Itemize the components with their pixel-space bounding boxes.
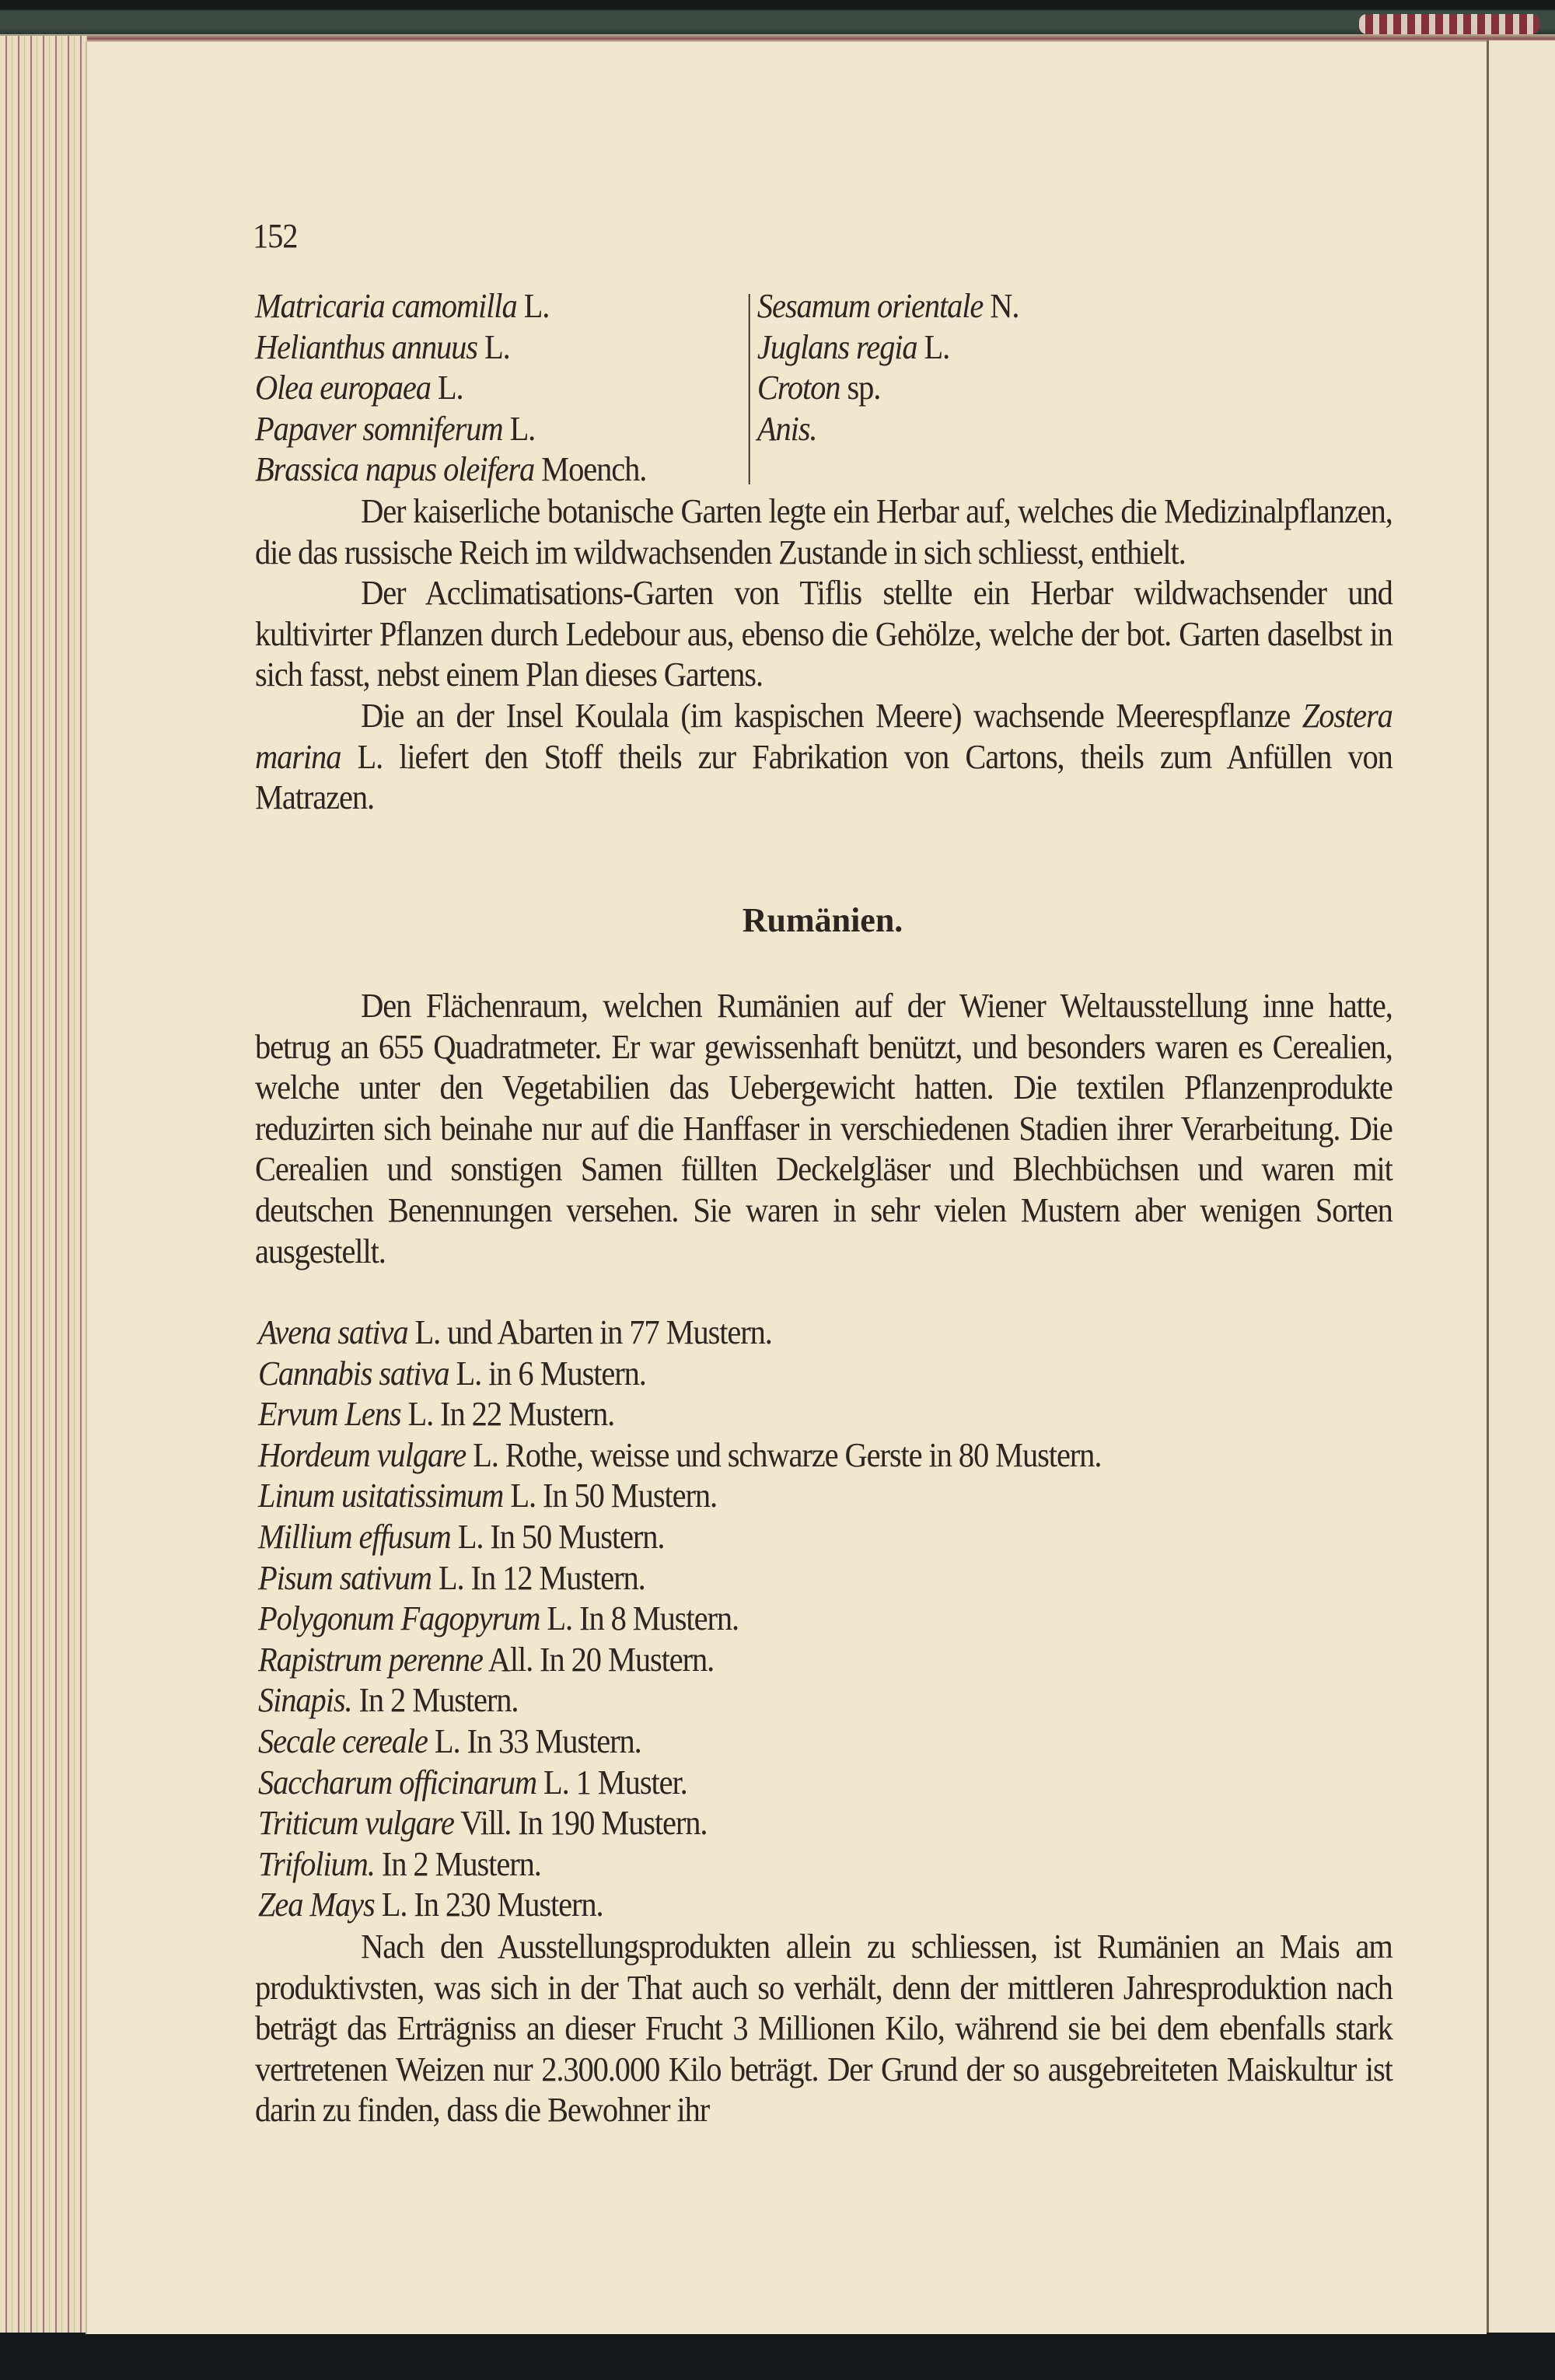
plant-entry	[757, 368, 1258, 409]
top-paragraphs	[255, 491, 1393, 819]
plant-authority: L.	[523, 287, 550, 325]
sample-entry	[258, 1476, 1101, 1517]
species-name: Avena sativa	[258, 1313, 408, 1351]
sample-count: L. In 33 Mustern.	[427, 1721, 641, 1760]
species-name: Polygonum Fagopyrum	[258, 1599, 540, 1638]
plant-name: Olea europaea	[255, 369, 431, 407]
sample-count: Vill. In 190 Mustern.	[453, 1804, 708, 1843]
species-name: Ervum Lens	[258, 1395, 401, 1434]
sample-count: L. In 50 Mustern.	[503, 1477, 718, 1515]
species-name: Millium effusum	[258, 1517, 451, 1556]
plant-entry	[757, 409, 1258, 450]
plant-authority: L.	[437, 369, 463, 407]
sample-count: L. In 22 Mustern.	[400, 1395, 615, 1434]
species-name: Zostera marina	[255, 696, 1393, 776]
plant-authority: L.	[924, 327, 950, 366]
sample-entry	[258, 1680, 1101, 1721]
plant-name: Sesamum orientale	[757, 287, 984, 325]
plant-list-right	[757, 286, 1258, 491]
plant-authority: sp.	[847, 369, 881, 407]
plant-entry	[255, 368, 749, 409]
sample-count: L. 1 Muster.	[536, 1763, 687, 1802]
plant-name: Juglans regia	[757, 327, 917, 366]
book-cover-top	[0, 0, 1555, 34]
sample-entry	[258, 1803, 1101, 1844]
sample-entry	[258, 1640, 1101, 1681]
sample-entry	[258, 1435, 1101, 1477]
plant-name: Anis.	[757, 409, 817, 448]
plant-authority: Moench.	[541, 450, 647, 489]
sample-entry	[258, 1885, 1101, 1926]
sample-entry	[258, 1558, 1101, 1599]
sample-count: L. In 8 Mustern.	[540, 1599, 739, 1638]
plant-entry	[255, 449, 749, 491]
sample-entry	[258, 1312, 1101, 1354]
paragraph-herbarium: Der kaiserliche botanische Garten legte ein Herbar auf, welches die Medizinalpflanzen, die das russische Reich im wildwachsenden Zustande in sich schliesst, enthielt.	[255, 492, 1393, 571]
species-name: Secale cereale	[258, 1721, 428, 1760]
next-page-edge	[1487, 40, 1555, 2334]
closing-block	[255, 1927, 1393, 2131]
species-name: Linum usitatissimum	[258, 1477, 504, 1515]
sample-count: All. In 20 Mustern.	[482, 1640, 715, 1679]
species-name: Cannabis sativa	[258, 1354, 449, 1393]
paragraph-romania-intro: Den Flächenraum, welchen Rumänien auf der Wiener Weltausstellung inne hatte, betrug an 655 Quadratmeter. Er war gewissenhaft benützt, und besonders waren es Cerealien, welche unter den Vegetabilien das Uebergewicht hatten. Die textilen Pflanzenprodukte reduzirten sich beinahe nur auf die Hanffaser in verschiedenen Stadien ihrer Verarbeitung. Die Cerealien und sonstigen Samen füllten Deckelgläser und Blechbüchsen und waren mit deutschen Benennungen versehen. Sie waren in sehr vielen Mustern aber wenigen Sorten ausgestellt.	[255, 987, 1393, 1270]
sample-count: L. In 12 Mustern.	[431, 1558, 645, 1597]
plant-name: Croton	[757, 369, 840, 407]
sample-count: L. In 230 Mustern.	[374, 1885, 603, 1924]
paragraph-mais: Nach den Ausstellungsprodukten allein zu schliessen, ist Rumänien an Mais am produktivsten, was sich in der That auch so verhält, denn der mittleren Jahresproduktion nach beträgt das Erträgniss an dieser Frucht 3 Millionen Kilo, während sie bei dem ebenfalls stark vertretenen Weizen nur 2.300.000 Kilo beträgt. Der Grund der so ausgebreiteten Maiskultur ist darin zu finden, dass die Bewohner ihr	[255, 1927, 1393, 2130]
book-headband	[1359, 14, 1539, 34]
sample-entry	[258, 1599, 1101, 1640]
page-number: 152	[253, 217, 298, 255]
plant-entry	[255, 409, 749, 450]
sample-list	[258, 1312, 1101, 1926]
plant-entry	[757, 286, 1258, 327]
plant-entry	[255, 327, 749, 369]
column-divider	[749, 294, 750, 484]
species-name: Sinapis.	[258, 1681, 352, 1720]
sample-entry	[258, 1763, 1101, 1804]
sample-entry	[258, 1394, 1101, 1435]
species-name: Hordeum vulgare	[258, 1435, 466, 1474]
species-name: Zea Mays	[258, 1885, 375, 1924]
species-name: Pisum sativum	[258, 1558, 432, 1597]
sample-entry	[258, 1721, 1101, 1763]
paragraph-tiflis: Der Acclimatisations-Garten von Tiflis stellte ein Herbar wildwachsender und kultivirter Pflanzen durch Ledebour aus, ebenso die Gehölze, welche der bot. Garten daselbst in sich fasst, nebst einem Plan dieses Gartens.	[255, 574, 1393, 694]
book-cover-bottom	[0, 2333, 1555, 2380]
plant-list	[255, 286, 1328, 491]
sample-entry	[258, 1517, 1101, 1558]
page-stack-edge	[0, 36, 87, 2336]
sample-entry	[258, 1354, 1101, 1395]
plant-authority: L.	[509, 409, 536, 448]
page-top-edge	[0, 34, 1555, 42]
sample-count: In 2 Mustern.	[374, 1844, 541, 1883]
plant-entry	[757, 327, 1258, 369]
plant-authority: N.	[990, 287, 1019, 325]
plant-name: Matricaria camomilla	[255, 287, 517, 325]
section-heading: Rumänien.	[742, 901, 903, 939]
plant-list-left	[255, 286, 749, 491]
plant-authority: L.	[484, 327, 510, 366]
sample-count: L. in 6 Mustern.	[449, 1354, 646, 1393]
paragraph-zostera	[255, 696, 1393, 819]
species-name: Trifolium.	[258, 1844, 375, 1883]
species-name: Triticum vulgare	[258, 1804, 454, 1843]
sample-count: In 2 Mustern.	[351, 1681, 519, 1720]
section-intro	[255, 986, 1393, 1272]
paragraph-text: Die an der Insel Koulala (im kaspischen Meere) wachsende Meerespflanze	[361, 696, 1302, 735]
paragraph-text: L. liefert den Stoff theils zur Fabrikation von Cartons, theils zum Anfüllen von Matrazen.	[255, 737, 1393, 817]
sample-entry	[258, 1844, 1101, 1885]
sample-count: L. In 50 Mustern.	[450, 1517, 665, 1556]
plant-name: Helianthus annuus	[255, 327, 477, 366]
plant-entry	[255, 286, 749, 327]
sample-count: L. Rothe, weisse und schwarze Gerste in 80 Mustern.	[466, 1435, 1102, 1474]
plant-name: Papaver somniferum	[255, 409, 503, 448]
sample-count: L. und Abarten in 77 Mustern.	[407, 1313, 772, 1351]
species-name: Saccharum officinarum	[258, 1763, 536, 1802]
species-name: Rapistrum perenne	[258, 1640, 483, 1679]
plant-name: Brassica napus oleifera	[255, 450, 535, 489]
